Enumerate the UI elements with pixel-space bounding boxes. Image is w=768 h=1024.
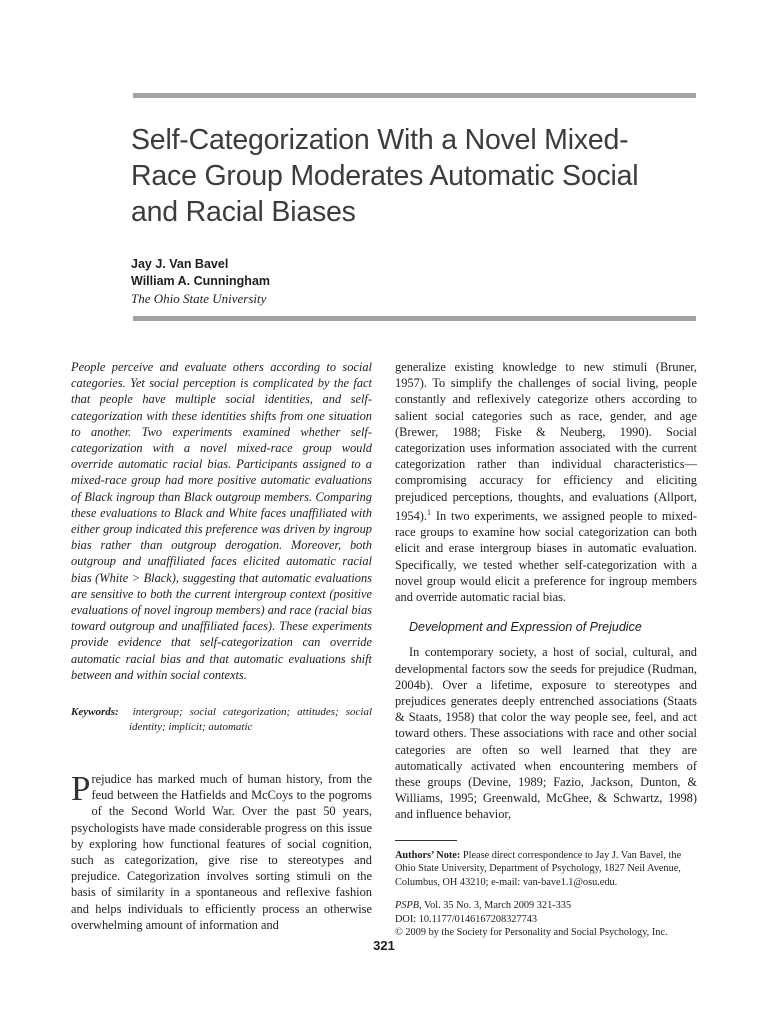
authors-note-text: Please direct correspondence to Jay J. Van Bavel, the Ohio State University, Department of Psychology, 1827 Neil Avenue, Columbus, OH 43210; e-mail: van-bave1.1@osu.edu. — [395, 849, 682, 888]
intro-continuation-text-2: In two experiments, we assigned people to mixed-race groups to examine how social categorization can both elicit and erase intergroup biases in automatic evaluation. Specifically, we tested whether self-categorization with a novel group would elicit a preference for ingroup members and override automatic racial bias. — [395, 508, 697, 604]
volume-info: , Vol. 35 No. 3, March 2009 321-335 — [419, 900, 572, 912]
authors-note-label: Authors’ Note: — [395, 849, 461, 861]
keywords — [71, 705, 372, 734]
right-column — [395, 359, 697, 940]
article-title: Self-Categorization With a Novel Mixed-Race Group Moderates Automatic Social and Racial Biases — [131, 124, 639, 228]
keywords-list: intergroup; social categorization; attitudes; social identity; implicit; automatic — [129, 706, 373, 733]
intro-continuation — [395, 359, 697, 605]
header-rule — [133, 316, 696, 321]
intro-text: rejudice has marked much of human history, from the feud between the Hatfields and McCoys to the pogroms of the Second World War. Over the past 50 years, psychologists have made considerable progress on this issue by exploring how functional features of social cognition, such as categorization, give rise to stereotypes and prejudice. Categorization involves sorting stimuli on the basis of similarity in a spontaneous and reflexive fashion and helps individuals to efficiently process an otherwise overwhelming amount of information and — [71, 772, 372, 932]
intro-continuation-text: generalize existing knowledge to new stimuli (Bruner, 1957). To simplify the challenges of social living, people constantly and reflexively categorize others according to salient social categories such as race, gender, and age (Brewer, 1988; Fiske & Neuberg, 1990). Social categorization uses information associated with the current categorization rather than individual characteristics—compromising accuracy for efficiency and eliciting prejudiced perceptions, thoughts, and evaluations (Allport, 1954). — [395, 360, 697, 523]
author-name: Jay J. Van Bavel — [131, 257, 229, 271]
footnote-marker: 1 — [427, 507, 432, 517]
drop-cap: P — [71, 769, 91, 809]
page-number: 321 — [373, 938, 395, 953]
left-column — [71, 359, 372, 933]
keywords-label: Keywords: — [71, 706, 119, 719]
intro-paragraph — [71, 771, 372, 933]
section-paragraph: In contemporary society, a host of social, cultural, and developmental factors sow the seeds for prejudice (Rudman, 2004b). Over a lifetime, exposure to stereotypes and prejudices generates deeply entrenched associations (Staats & Staats, 1958) that color the way people see, feel, and act toward others. These associations with race and other social categories are often so well learned that they are automatically activated when encountering members of these groups (Devine, 1989; Fazio, Jackson, Dunton, & Williams, 1995; Greenwald, McGhee, & Schwartz, 1998) and influence behavior, — [395, 645, 697, 822]
authors-note — [395, 849, 697, 890]
footnote-rule — [395, 840, 457, 841]
copyright: © 2009 by the Society for Personality and Social Psychology, Inc. — [395, 927, 668, 939]
citation-block — [395, 899, 697, 940]
doi: DOI: 10.1177/0146167208327743 — [395, 913, 538, 925]
journal-abbrev: PSPB — [395, 900, 420, 912]
section-heading: Development and Expression of Prejudice — [409, 620, 642, 635]
author-name: William A. Cunningham — [131, 274, 271, 288]
top-rule — [133, 93, 696, 98]
abstract: People perceive and evaluate others according to social categories. Yet social perception is complicated by the fact that people have multiple social identities, and self-categorization with these identities shifts from one situation to another. Two experiments examined whether self-categorization with a novel mixed-race group would override automatic racial bias. Participants assigned to a mixed-race group had more positive automatic evaluations of Black ingroup than Black outgroup members. Comparing these evaluations to Black and White faces unaffiliated with either group indicated this preference was driven by ingroup bias rather than outgroup derogation. Moreover, both outgroup and unaffiliated faces elicited automatic racial bias (White > Black), suggesting that automatic evaluations are sensitive to both the current intergroup context (positive evaluations of novel ingroup members) and race (racial bias toward outgroup and unaffiliated faces). These experiments provide evidence that self-categorization can override automatic racial bias and that automatic evaluations shift between and within social contexts. — [71, 360, 372, 682]
affiliation: The Ohio State University — [131, 291, 267, 306]
